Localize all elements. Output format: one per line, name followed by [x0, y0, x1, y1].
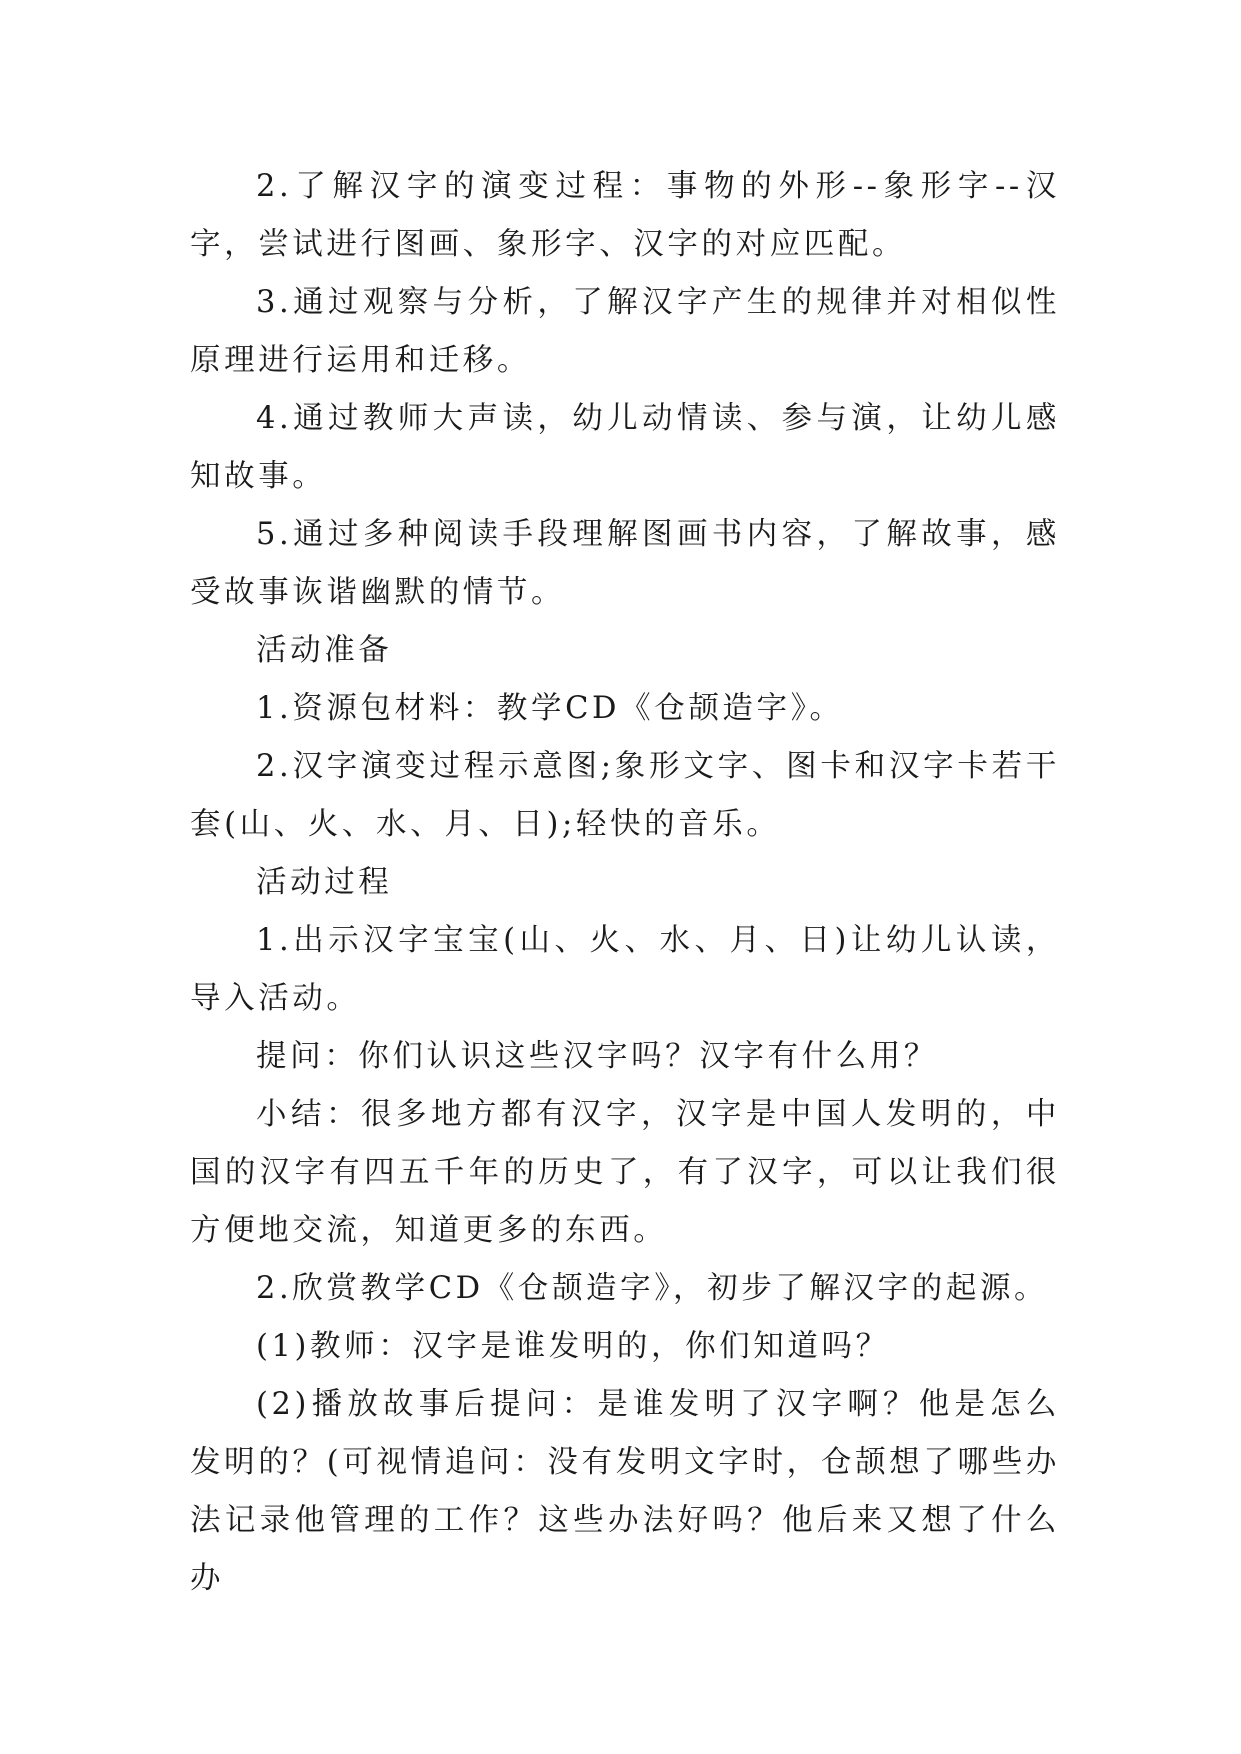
section-heading-preparation: 活动准备 — [256, 633, 393, 668]
paragraph-objective-5: 5.通过多种阅读手段理解图画书内容，了解故事，感受故事诙谐幽默的情节。 — [190, 517, 1060, 610]
paragraph-objective-4: 4.通过教师大声读，幼儿动情读、参与演，让幼儿感知故事。 — [190, 401, 1060, 494]
paragraph-objective-3: 3.通过观察与分析，了解汉字产生的规律并对相似性原理进行运用和迁移。 — [190, 285, 1060, 378]
paragraph-preparation-2: 2.汉字演变过程示意图;象形文字、图卡和汉字卡若干套(山、火、水、月、日);轻快的音乐。 — [190, 749, 1060, 842]
document-body — [190, 158, 1060, 1608]
paragraph-process-2: 2.欣赏教学CD《仓颉造字》，初步了解汉字的起源。 — [256, 1271, 1049, 1306]
paragraph-summary: 小结：很多地方都有汉字，汉字是中国人发明的，中国的汉字有四五千年的历史了，有了汉字，可以让我们很方便地交流，知道更多的东西。 — [190, 1097, 1060, 1248]
paragraph-process-1: 1.出示汉字宝宝(山、火、水、月、日)让幼儿认读，导入活动。 — [190, 923, 1060, 1016]
paragraph-objective-2: 2.了解汉字的演变过程：事物的外形--象形字--汉字，尝试进行图画、象形字、汉字的对应匹配。 — [190, 169, 1060, 262]
paragraph-sub-2: (2)播放故事后提问：是谁发明了汉字啊？他是怎么发明的？(可视情追问：没有发明文字时，仓颉想了哪些办法记录他管理的工作？这些办法好吗？他后来又想了什么办 — [190, 1387, 1060, 1596]
paragraph-preparation-1: 1.资源包材料：教学CD《仓颉造字》。 — [256, 691, 844, 726]
section-heading-process: 活动过程 — [256, 865, 393, 900]
paragraph-question: 提问：你们认识这些汉字吗？汉字有什么用？ — [256, 1039, 938, 1074]
paragraph-sub-1: (1)教师：汉字是谁发明的，你们知道吗？ — [256, 1329, 890, 1364]
